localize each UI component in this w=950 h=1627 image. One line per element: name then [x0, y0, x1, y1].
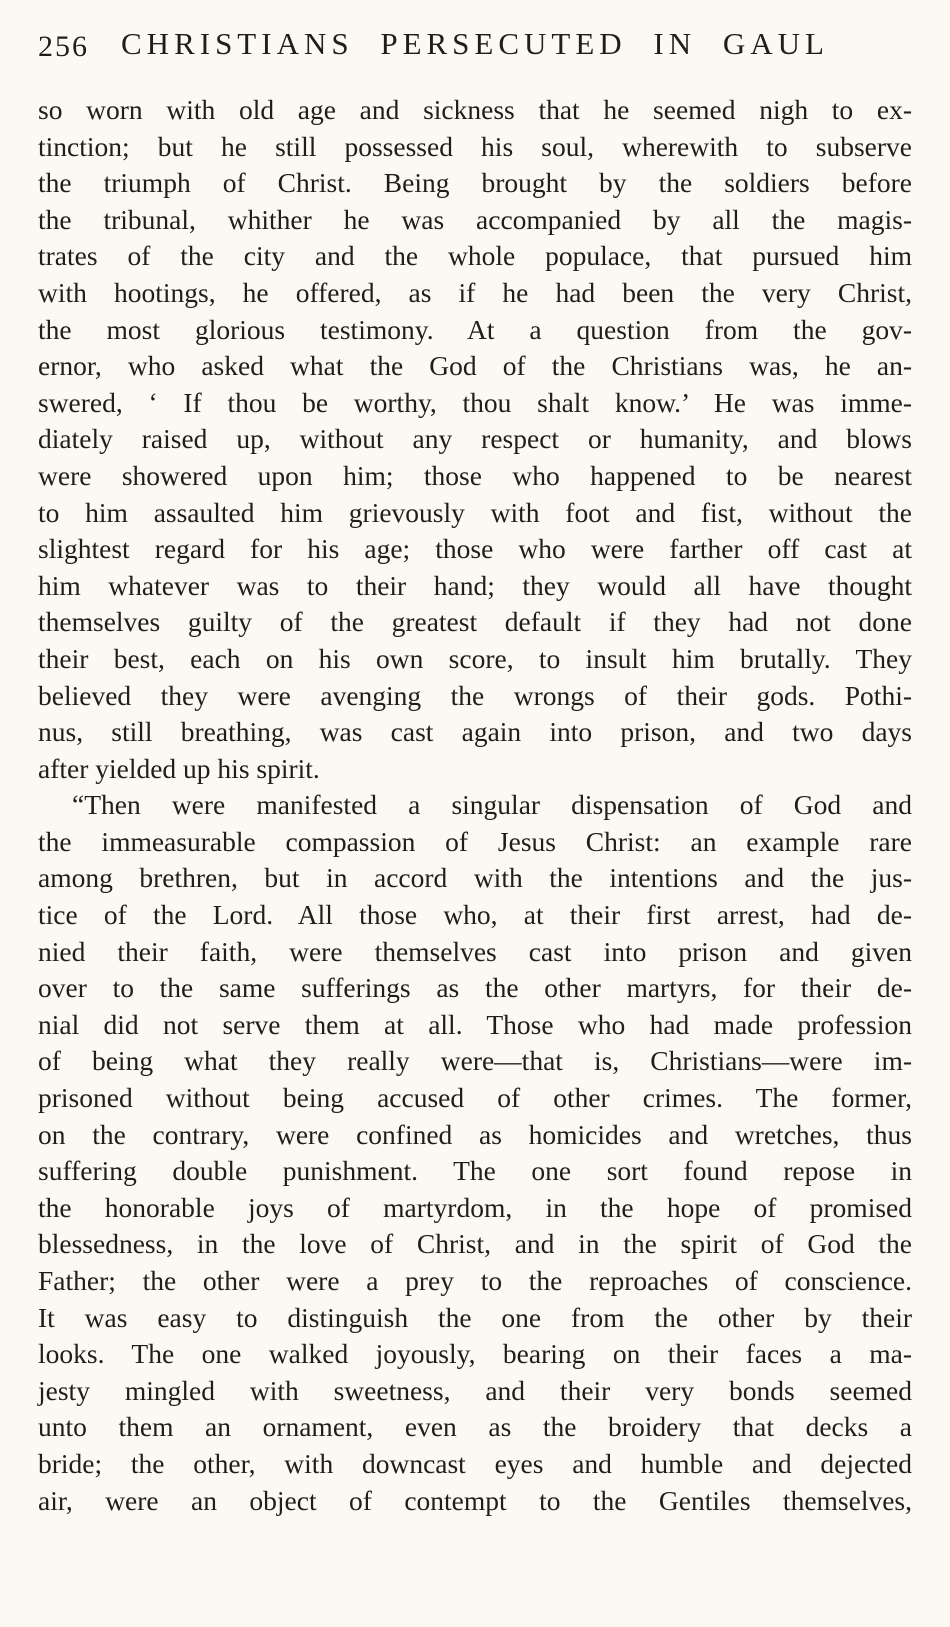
- text-line: the immeasurable compassion of Jesus Christ: an example rare: [38, 825, 912, 857]
- text-line: the tribunal, whither he was accompanied by all the magis-: [38, 203, 912, 235]
- text-line: unto them an ornament, even as the broidery that decks a: [38, 1411, 912, 1443]
- text-line: “Then were manifested a singular dispensation of God and: [72, 789, 912, 821]
- text-line: tinction; but he still possessed his soul, wherewith to subserve: [38, 130, 912, 162]
- text-line: looks. The one walked joyously, bearing on their faces a ma-: [38, 1338, 912, 1370]
- text-line: the most glorious testimony. At a question from the gov-: [38, 313, 912, 345]
- page-number: 256: [38, 30, 89, 63]
- text-line: ernor, who asked what the God of the Christians was, he an-: [38, 350, 912, 382]
- text-line: jesty mingled with sweetness, and their very bonds seemed: [38, 1374, 912, 1406]
- text-line: tice of the Lord. All those who, at their first arrest, had de-: [38, 899, 912, 931]
- text-line: among brethren, but in accord with the intentions and the jus-: [38, 862, 912, 894]
- text-line: so worn with old age and sickness that he seemed nigh to ex-: [38, 94, 912, 125]
- text-line: with hootings, he offered, as if he had been the very Christ,: [38, 276, 912, 308]
- text-line: their best, each on his own score, to insult him brutally. They: [38, 642, 912, 674]
- text-line: him whatever was to their hand; they would all have thought: [38, 569, 912, 601]
- page-title: CHRISTIANS PERSECUTED IN GAUL: [121, 26, 829, 61]
- text-line: on the contrary, were confined as homicides and wretches, thus: [38, 1118, 912, 1150]
- text-line: diately raised up, without any respect or humanity, and blows: [38, 423, 912, 455]
- running-header: [38, 24, 912, 72]
- text-line: of being what they really were—that is, Christians—were im-: [38, 1045, 912, 1077]
- text-line: bride; the other, with downcast eyes and humble and dejected: [38, 1447, 912, 1479]
- text-line: nus, still breathing, was cast again into prison, and two days: [38, 716, 912, 748]
- text-line: to him assaulted him grievously with foot and fist, without the: [38, 496, 912, 528]
- paragraph: [38, 92, 912, 787]
- text-line: Father; the other were a prey to the reproaches of conscience.: [38, 1265, 912, 1296]
- text-line: slightest regard for his age; those who were farther off cast at: [38, 533, 912, 565]
- text-line: blessedness, in the love of Christ, and in the spirit of God the: [38, 1228, 912, 1260]
- text-line: trates of the city and the whole populace, that pursued him: [38, 240, 912, 272]
- text-line: the honorable joys of martyrdom, in the hope of promised: [38, 1191, 912, 1223]
- text-line: swered, ‘ If thou be worthy, thou shalt know.’ He was imme-: [38, 386, 912, 418]
- text-line: over to the same sufferings as the other martyrs, for their de-: [38, 972, 912, 1004]
- text-line: suffering double punishment. The one sort found repose in: [38, 1155, 912, 1187]
- text-line: prisoned without being accused of other crimes. The former,: [38, 1082, 912, 1114]
- text-line: nied their faith, were themselves cast into prison and given: [38, 935, 912, 967]
- text-line: after yielded up his spirit.: [38, 752, 320, 784]
- text-line: were showered upon him; those who happened to be nearest: [38, 459, 912, 491]
- paragraph: [38, 787, 912, 1519]
- text-line: themselves guilty of the greatest default if they had not done: [38, 606, 912, 638]
- text-line: the triumph of Christ. Being brought by the soldiers before: [38, 167, 912, 199]
- text-line: air, were an object of contempt to the Gentiles themselves,: [38, 1484, 912, 1516]
- text-line: nial did not serve them at all. Those who had made profession: [38, 1008, 912, 1040]
- text-line: believed they were avenging the wrongs of their gods. Pothi-: [38, 679, 912, 711]
- text-line: It was easy to distinguish the one from the other by their: [38, 1301, 912, 1333]
- text-block: [38, 92, 912, 1519]
